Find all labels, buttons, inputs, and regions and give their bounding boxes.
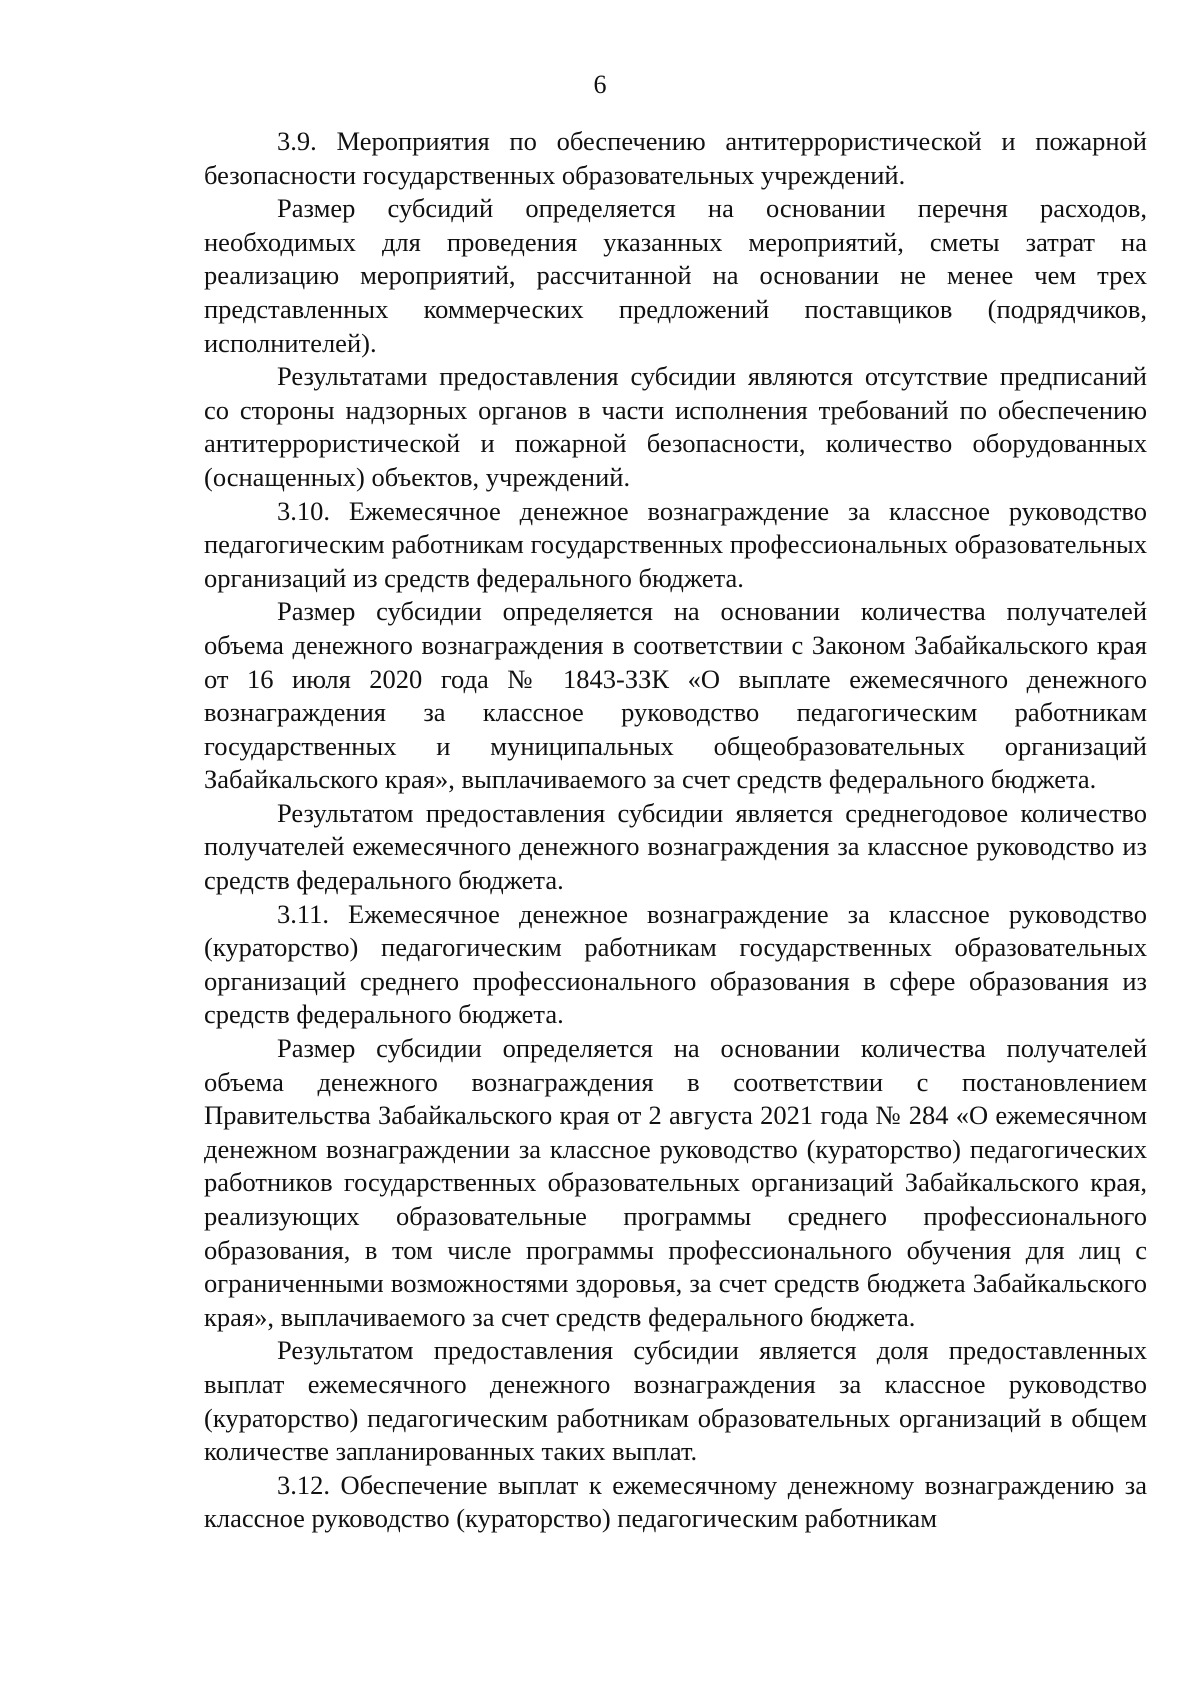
paragraph-subsidy-size: Размер субсидии определяется на основании количества получателей объема денежного вознаграждения в соответствии с постановлением Правительства Забайкальского края от 2 августа 2021 года № 284 «О ежемесячном денежном вознаграждении за классное руководство (кураторство) педагогических работников государственных образовательных организаций Забайкальского края, реализующих образовательные программы среднего профессионального образования, в том числе программы профессионального обучения для лиц с ограниченными возможностями здоровья, за счет средств бюджета Забайкальского края», выплачиваемого за счет средств федерального бюджета. — [204, 1033, 1147, 1332]
document-body — [204, 125, 1147, 1536]
paragraph-subsidy-result: Результатом предоставления субсидии является среднегодовое количество получателей ежемесячного денежного вознаграждения за классное руководство из средств федерального бюджета. — [204, 797, 1147, 896]
paragraph-3-10-heading: 3.10. Ежемесячное денежное вознаграждение за классное руководство педагогическим работникам государственных профессиональных образовательных организаций из средств федерального бюджета. — [204, 495, 1147, 593]
paragraph-subsidy-result: Результатом предоставления субсидии является доля предоставленных выплат ежемесячного денежного вознаграждения за классное руководство (кураторство) педагогическим работникам образовательных организаций в общем количестве запланированных таких выплат. — [204, 1335, 1147, 1467]
paragraph-subsidy-size: Размер субсидии определяется на основании количества получателей объема денежного вознаграждения в соответствии с Законом Забайкальского края от 16 июля 2020 года № 1843-ЗЗК «О выплате ежемесячного денежного вознаграждения за классное руководство педагогическим работникам государственных и муниципальных общеобразовательных организаций Забайкальского края», выплачиваемого за счет средств федерального бюджета. — [204, 596, 1147, 795]
page-number: 6 — [593, 70, 607, 99]
paragraph-3-9-heading: 3.9. Мероприятия по обеспечению антитеррористической и пожарной безопасности государственных образовательных учреждений. — [204, 126, 1147, 190]
paragraph-subsidy-size: Размер субсидий определяется на основании перечня расходов, необходимых для проведения указанных мероприятий, сметы затрат на реализацию мероприятий, рассчитанной на основании не менее чем трех представленных коммерческих предложений поставщиков (подрядчиков, исполнителей). — [204, 193, 1147, 358]
paragraph-3-12-heading: 3.12. Обеспечение выплат к ежемесячному денежному вознаграждению за классное руководство (кураторство) педагогическим работникам — [204, 1469, 1147, 1534]
paragraph-subsidy-results: Результатами предоставления субсидии являются отсутствие предписаний со стороны надзорных органов в части исполнения требований по обеспечению антитеррористической и пожарной безопасности, количество оборудованных (оснащенных) объектов, учреждений. — [204, 361, 1147, 492]
paragraph-3-11-heading: 3.11. Ежемесячное денежное вознаграждение за классное руководство (кураторство) педагогическим работникам государственных образовательных организаций среднего профессионального образования в сфере образования из средств федерального бюджета. — [204, 898, 1147, 1030]
